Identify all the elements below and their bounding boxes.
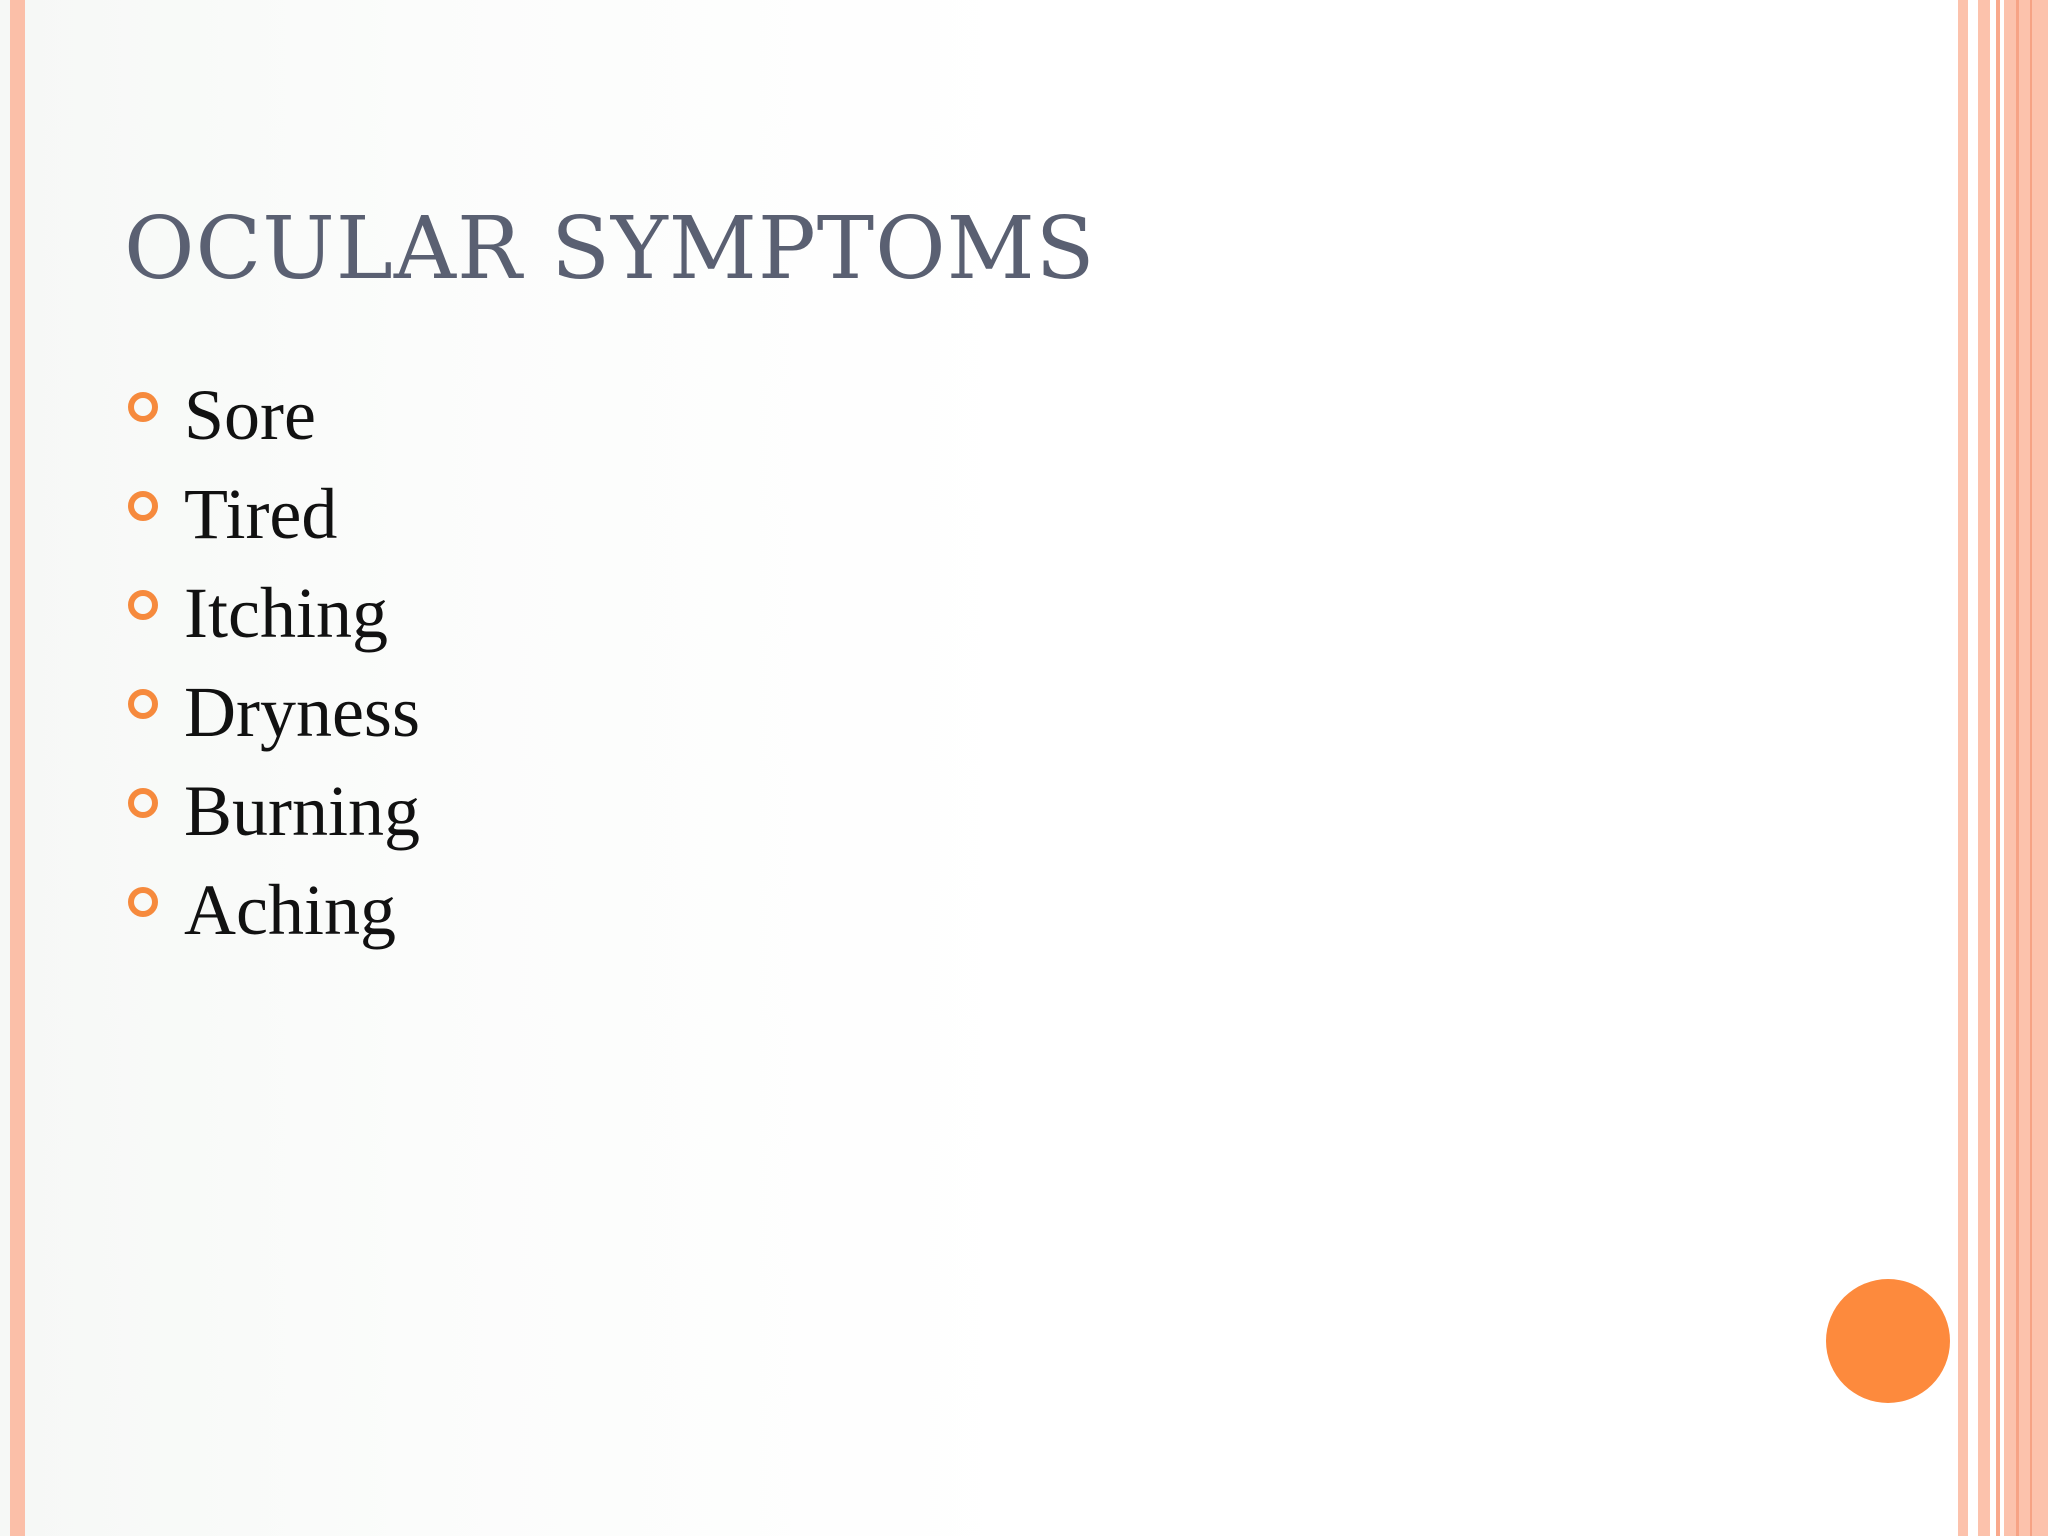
- list-item-label: Sore: [184, 375, 316, 455]
- list-item-label: Burning: [184, 771, 421, 851]
- ring-bullet-icon: [128, 590, 158, 620]
- ring-bullet-icon: [128, 392, 158, 422]
- list-item-label: Aching: [184, 870, 396, 950]
- ring-bullet-icon: [128, 788, 158, 818]
- decorative-orange-circle: [1826, 1279, 1950, 1403]
- right-border-stripe: [2030, 0, 2032, 1536]
- slide-title: OCULAR SYMPTOMS: [124, 199, 1096, 299]
- left-border-bar: [10, 0, 25, 1536]
- ring-bullet-icon: [128, 887, 158, 917]
- list-item-label: Tired: [184, 474, 338, 554]
- ring-bullet-icon: [128, 491, 158, 521]
- right-border-stripe: [1958, 0, 1968, 1536]
- ring-bullet-icon: [128, 689, 158, 719]
- right-border-stripe: [1996, 0, 2000, 1536]
- right-border-stripe: [1978, 0, 1990, 1536]
- right-border-stripe: [2016, 0, 2019, 1536]
- list-item-label: Dryness: [184, 672, 420, 752]
- right-border-stripe: [2004, 0, 2048, 1536]
- list-item-label: Itching: [184, 573, 388, 653]
